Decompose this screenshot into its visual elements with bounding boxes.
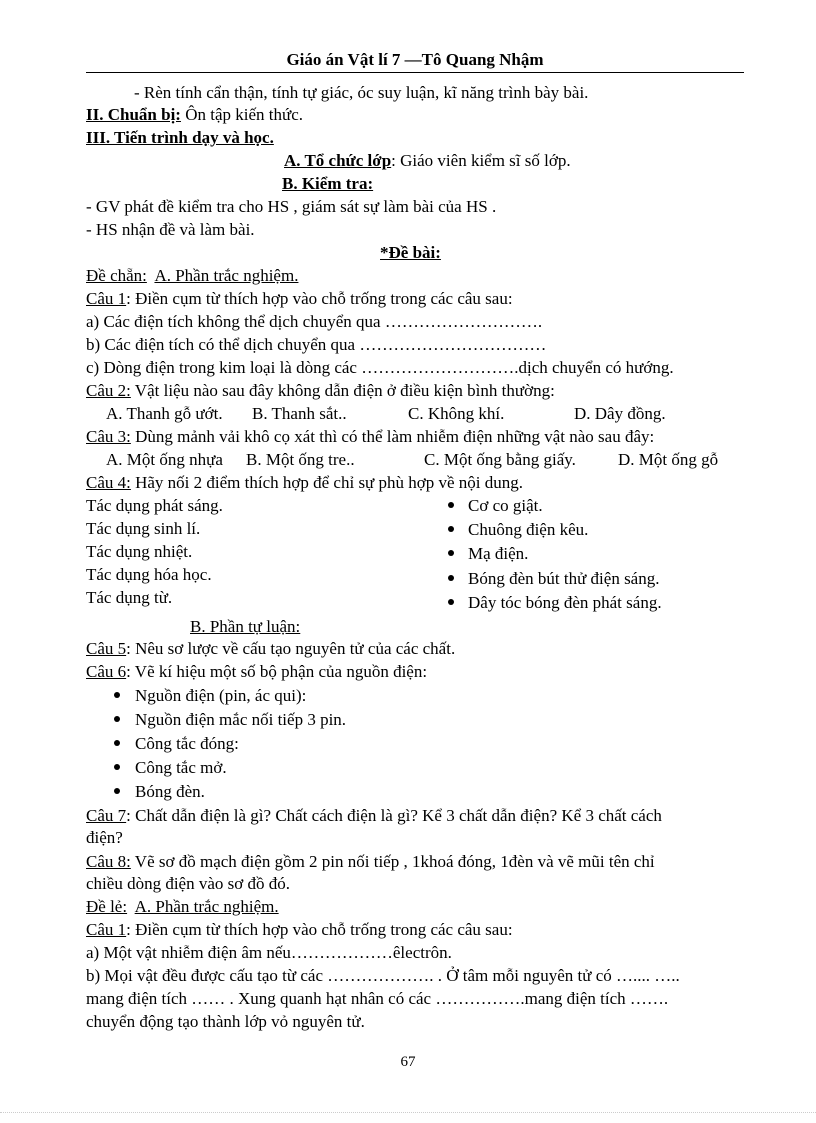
even-q3-option-d: D. Một ống gỗ	[618, 450, 719, 469]
even-q3-text: Dùng mảnh vải khô cọ xát thì có thể làm nhiễm điện những vật nào sau đây:	[130, 427, 655, 446]
even-q7-cont: điện?	[86, 828, 123, 847]
even-q3-option-c: C. Một ống bằng giấy.	[424, 450, 576, 469]
even-q2-option-c: C. Không khí.	[408, 404, 505, 423]
even-q1-text: : Điền cụm từ thích hợp vào chỗ trống trong các câu sau:	[126, 289, 513, 308]
bullet-icon	[448, 526, 454, 532]
bullet-icon	[114, 764, 120, 770]
check-heading: B. Kiểm tra:	[282, 174, 374, 193]
even-q2-option-b: B. Thanh sắt..	[252, 404, 347, 423]
even-q7-text: : Chất dẫn điện là gì? Chất cách điện là gì? Kể 3 chất dẫn điện? Kể 3 chất cách	[126, 806, 662, 825]
q6-item: Bóng đèn.	[135, 782, 205, 801]
even-q2-option-d: D. Dây đồng.	[574, 404, 666, 423]
match-right-item: Bóng đèn bút thử điện sáng.	[468, 569, 660, 588]
even-q8	[86, 851, 655, 873]
check-line-1: - GV phát đề kiểm tra cho HS , giám sát sự làm bài của HS .	[86, 197, 497, 216]
org-label: A. Tổ chức lớp	[284, 151, 392, 170]
even-q2-text: Vật liệu nào sau đây không dẫn điện ở điều kiện bình thường:	[130, 381, 555, 400]
bullet-icon	[448, 502, 454, 508]
bullet-icon	[114, 788, 120, 794]
match-right-item: Dây tóc bóng đèn phát sáng.	[468, 593, 662, 612]
odd-q1-b-cont: chuyển động tạo thành lớp vỏ nguyên tử.	[86, 1012, 365, 1031]
odd-q1-b: b) Mọi vật đều được cấu tạo từ các ………………. . Ở tâm mỗi nguyên tử có ….... …..	[86, 966, 680, 985]
exam-title: *Đề bài:	[380, 243, 441, 262]
even-q6-text: : Vẽ kí hiệu một số bộ phận của nguồn điện:	[126, 662, 428, 681]
org-line	[284, 150, 571, 172]
match-right-item: Chuông điện kêu.	[468, 520, 589, 539]
odd-q1-a: a) Một vật nhiễm điện âm nếu………………êlectrôn.	[86, 943, 452, 962]
even-q2-option-a: A. Thanh gỗ ướt.	[106, 404, 223, 423]
even-q8-text: Vẽ sơ đồ mạch điện gồm 2 pin nối tiếp , 1khoá đóng, 1đèn và vẽ mũi tên chỉ	[130, 852, 655, 871]
even-label: Đề chẵn:	[86, 266, 147, 285]
even-q2	[86, 380, 555, 402]
even-q5-label: Câu 5	[86, 639, 127, 658]
even-q5-text: : Nêu sơ lược về cấu tạo nguyên tử của các chất.	[126, 639, 456, 658]
odd-label: Đề lẻ:	[86, 897, 128, 916]
page-number: 67	[400, 1054, 416, 1070]
match-left-item: Tác dụng sinh lí.	[86, 519, 201, 538]
odd-q1-label: Câu 1	[86, 920, 127, 939]
even-q4	[86, 472, 523, 494]
even-q1-label: Câu 1	[86, 289, 127, 308]
even-q7	[86, 805, 662, 827]
odd-q1-text: : Điền cụm từ thích hợp vào chỗ trống trong các câu sau:	[126, 920, 513, 939]
even-q1-a: a) Các điện tích không thể dịch chuyển qua ……………………….	[86, 312, 543, 331]
prep-line	[86, 104, 303, 126]
odd-part-a: A. Phần trắc nghiệm.	[134, 897, 279, 916]
intro-line: - Rèn tính cẩn thận, tính tự giác, óc suy luận, kĩ năng trình bày bài.	[134, 83, 589, 102]
bottom-divider	[0, 1112, 816, 1113]
even-q6-label: Câu 6	[86, 662, 127, 681]
org-text: : Giáo viên kiểm sĩ số lớp.	[391, 151, 571, 170]
even-q3	[86, 426, 654, 448]
even-q2-label: Câu 2:	[86, 381, 131, 400]
bullet-icon	[448, 599, 454, 605]
bullet-icon	[114, 692, 120, 698]
match-left-item: Tác dụng hóa học.	[86, 565, 212, 584]
bullet-icon	[448, 575, 454, 581]
q6-item: Nguồn điện mắc nối tiếp 3 pin.	[135, 710, 347, 729]
bullet-icon	[114, 740, 120, 746]
even-q4-text: Hãy nối 2 điểm thích hợp để chỉ sự phù hợp về nội dung.	[130, 473, 524, 492]
match-right-item: Cơ co giật.	[468, 496, 543, 515]
odd-q1-b-cont: mang điện tích …… . Xung quanh hạt nhân có các …………….mang điện tích …….	[86, 989, 669, 1008]
q6-item: Công tắc đóng:	[135, 734, 239, 753]
even-q8-label: Câu 8:	[86, 852, 131, 871]
bullet-icon	[114, 716, 120, 722]
even-q5	[86, 638, 455, 660]
process-heading: III. Tiến trình dạy và học.	[86, 128, 274, 147]
document-header: Giáo án Vật lí 7 —Tô Quang Nhậm	[86, 50, 744, 73]
q6-item: Nguồn điện (pin, ác qui):	[135, 686, 307, 705]
even-q3-option-b: B. Một ống tre..	[246, 450, 355, 469]
even-q1-c: c) Dòng điện trong kim loại là dòng các ……………………….dịch chuyển có hướng.	[86, 358, 674, 377]
q6-item: Công tắc mở.	[135, 758, 227, 777]
even-q3-label: Câu 3:	[86, 427, 131, 446]
even-q6	[86, 661, 427, 683]
even-part-a: A. Phần trắc nghiệm.	[154, 266, 299, 285]
even-header	[86, 265, 298, 287]
even-q4-label: Câu 4:	[86, 473, 131, 492]
even-q1	[86, 288, 513, 310]
prep-label: II. Chuẩn bị:	[86, 105, 181, 124]
match-left-item: Tác dụng phát sáng.	[86, 496, 223, 515]
odd-q1	[86, 919, 513, 941]
match-left-item: Tác dụng nhiệt.	[86, 542, 193, 561]
bullet-icon	[448, 550, 454, 556]
even-q8-cont: chiều dòng điện vào sơ đồ đó.	[86, 874, 290, 893]
even-part-b: B. Phần tự luận:	[190, 617, 301, 636]
check-line-2: - HS nhận đề và làm bài.	[86, 220, 255, 239]
prep-text: Ôn tập kiến thức.	[180, 105, 304, 124]
even-q1-b: b) Các điện tích có thể dịch chuyển qua ……………………………	[86, 335, 547, 354]
match-left-item: Tác dụng từ.	[86, 588, 173, 607]
even-q7-label: Câu 7	[86, 806, 127, 825]
match-right-item: Mạ điện.	[468, 544, 529, 563]
odd-header	[86, 896, 279, 918]
even-q3-option-a: A. Một ống nhựa	[106, 450, 223, 469]
